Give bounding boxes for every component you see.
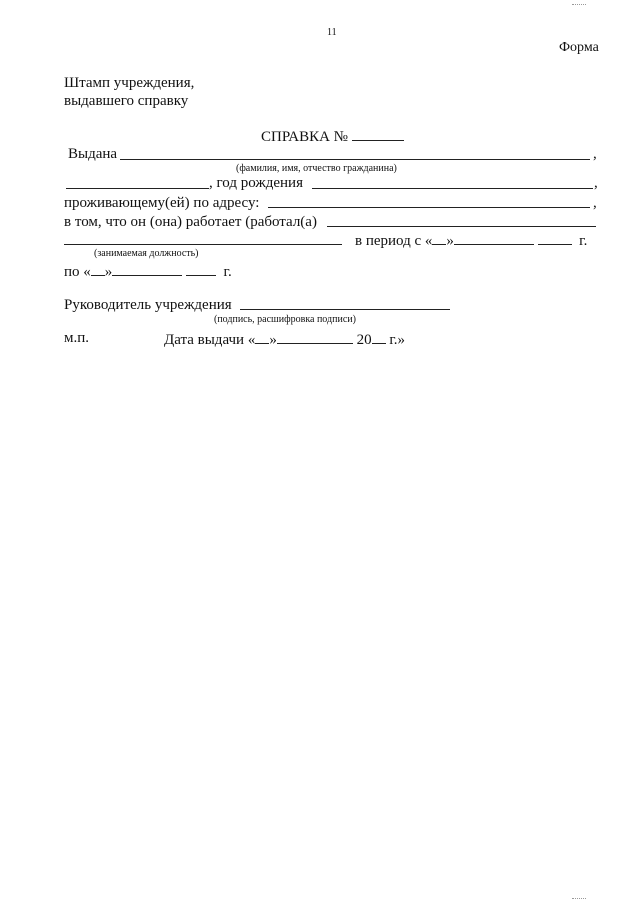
birth-prefix-field[interactable] xyxy=(66,188,209,189)
page-number: 11 xyxy=(327,27,337,38)
full-name-field[interactable] xyxy=(120,159,590,160)
stamp-line-1: Штамп учреждения, xyxy=(64,75,195,91)
period-from-month-field[interactable] xyxy=(454,231,534,245)
address-label: проживающему(ей) по адресу: xyxy=(64,195,260,211)
period-from-label xyxy=(355,231,587,250)
birth-year-field[interactable] xyxy=(312,188,593,189)
issue-year-suffix: г.» xyxy=(389,332,406,348)
period-from-year-field[interactable] xyxy=(538,231,572,245)
birth-comma: , xyxy=(594,175,598,191)
stamp-line-2: выдавшего справку xyxy=(64,93,189,109)
head-label: Руководитель учреждения xyxy=(64,297,232,313)
period-from-day-field[interactable] xyxy=(432,231,446,245)
period-to-year-field[interactable] xyxy=(186,262,216,276)
address-comma: , xyxy=(593,195,597,211)
scan-mark-bottom xyxy=(572,898,586,899)
period-to-month-field[interactable] xyxy=(112,262,182,276)
workplace-field[interactable] xyxy=(327,226,596,227)
document-title xyxy=(261,127,404,146)
period-to-line xyxy=(64,262,232,281)
issue-date-label: Дата выдачи « xyxy=(164,332,256,348)
title-text: СПРАВКА № xyxy=(261,129,348,145)
position-hint: (занимаемая должность) xyxy=(94,248,199,259)
position-field[interactable] xyxy=(64,244,342,245)
issue-day-field[interactable] xyxy=(255,330,269,344)
period-to-text: по « xyxy=(64,264,91,280)
period-from-close: » xyxy=(446,233,454,249)
issue-date-line xyxy=(164,330,405,349)
seal-label: м.п. xyxy=(64,330,90,346)
period-to-close: » xyxy=(104,264,113,280)
period-from-text: в период с « xyxy=(355,233,433,249)
head-signature-hint: (подпись, расшифровка подписи) xyxy=(214,314,356,325)
scan-mark-top xyxy=(572,4,586,5)
issue-date-close: » xyxy=(269,332,277,348)
issued-label: Выдана xyxy=(68,146,118,162)
work-label: в том, что он (она) работает (работал(а) xyxy=(64,214,317,230)
issue-month-field[interactable] xyxy=(277,330,353,344)
form-label: Форма xyxy=(559,40,599,55)
birth-label: , год рождения xyxy=(209,175,303,191)
full-name-hint: (фамилия, имя, отчество гражданина) xyxy=(236,163,397,174)
issue-year-field[interactable] xyxy=(372,330,386,344)
issued-comma: , xyxy=(593,146,597,162)
period-to-year-suffix: г. xyxy=(223,264,232,280)
period-to-day-field[interactable] xyxy=(91,262,105,276)
period-from-year-suffix: г. xyxy=(579,233,588,249)
address-field[interactable] xyxy=(268,207,590,208)
certificate-number-field[interactable] xyxy=(352,127,404,141)
issue-year-prefix: 20 xyxy=(356,332,372,348)
head-signature-field[interactable] xyxy=(240,309,450,310)
